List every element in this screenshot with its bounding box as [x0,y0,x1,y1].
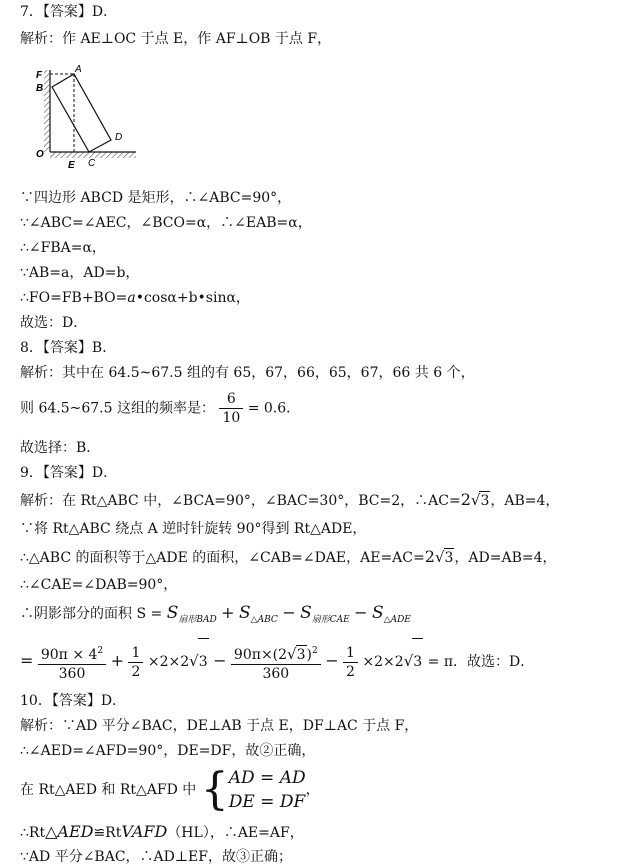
q10-line-2: ∴∠AED=∠AFD=90°，DE=DF，故②正确， [20,743,316,759]
rectangle-abcd [52,74,111,152]
q9-fraction-1: $\frac{90\pi \times 4^2}{360}$ [38,642,106,683]
label-a: A [75,64,82,75]
q8-frequency: 则 64.5~67.5 这组的频率是： $\frac{6}{10}$ = 0.6． [20,391,301,426]
q9-line-1: 解析：在 Rt△ABC 中，∠BCA=90°，∠BAC=30°，BC=2，∴AC=2√3，AB=4， [20,490,560,509]
label-f: F [36,70,43,81]
q7-line-2: ∵∠ABC=∠AEC，∠BCO=α，∴∠EAB=α， [20,215,312,231]
q7-analysis: 解析：作 AE⊥OC 于点 E，作 AF⊥OB 于点 F， [20,31,332,47]
q9-line-3: ∴△ABC 的面积等于△ADE 的面积，∠CAB=∠DAE，AE=AC=2√3，AD=AB=4， [20,547,557,566]
q9-line-2: ∵将 Rt△ABC 绕点 A 逆时针旋转 90°得到 Rt△ADE， [20,521,367,537]
q9-fraction-half-1: $\frac{1}{2}$ [128,644,143,681]
label-c: C [88,158,96,169]
label-e: E [68,160,75,171]
q8-choice: 故选择：B． [20,440,101,456]
q7-answer-tag: 【答案】 [42,4,92,20]
q7-line-5: ∴FO=FB+BO=a•cosα+b•sinα， [20,290,250,306]
q7-line-1: ∵四边形 ABCD 是矩形，∴∠ABC=90°， [20,190,292,206]
q7-line-3: ∴∠FBA=α， [20,240,106,256]
q7-line-4: ∵AB=a，AD=b， [20,265,140,281]
q9-fraction-2: $\frac{90\pi\times(2√3)^2}{360}$ [231,642,321,683]
q7-answer: D． [91,4,118,20]
q10-line-4: ∴Rt△AED≌RtVAFD（HL），∴AE=AF， [20,822,304,841]
q8-analysis: 解析：其中在 64.5~67.5 组的有 65，67，66，65，67，66 共 6 个， [20,365,475,381]
q9-line-4: ∴∠CAE=∠DAB=90°， [20,577,178,593]
label-b: B [36,83,44,94]
q10-line-3: 在 Rt△AED 和 Rt△AFD 中 { AD = AD DE = DF ， [20,764,320,815]
label-o: O [36,149,44,160]
q8-header: 8．【答案】B． [20,340,117,356]
q7-header [20,3,117,21]
q9-fraction-half-2: $\frac{1}{2}$ [343,644,358,681]
q10-analysis: 解析：∵AD 平分∠BAC，DE⊥AB 于点 E，DF⊥AC 于点 F， [20,718,419,734]
q10-equation-system: AD = AD DE = DF [228,768,306,812]
q9-header: 9．【答案】D． [20,465,118,481]
wall-hatch [44,70,50,152]
q9-line-5: ∴阴影部分的面积 $S = S_{扇形BAD} + S_{\triangle ABC} - S_{扇形CAE} - S_{\triangle ADE}$ [20,603,411,625]
q7-choice: 故选：D． [20,315,88,331]
q9-formula: = $\frac{90\pi \times 4^2}{360}$ + $\frac{1}{2}$ ×2×2√3 − $\frac{90\pi\times(2√3)^2}{360}$ − $\frac{1}{2}$ ×2×2√3 = π．故选：D． [20,638,534,685]
q10-header: 10．【答案】D． [20,693,127,709]
q7-number: 7． [20,4,43,20]
q8-fraction: $\frac{6}{10}$ [219,390,243,427]
label-d: D [115,132,123,143]
q10-line-5: ∵AD 平分∠BAC，∴AD⊥EF，故③正确； [20,849,292,865]
q7-figure [32,62,142,174]
